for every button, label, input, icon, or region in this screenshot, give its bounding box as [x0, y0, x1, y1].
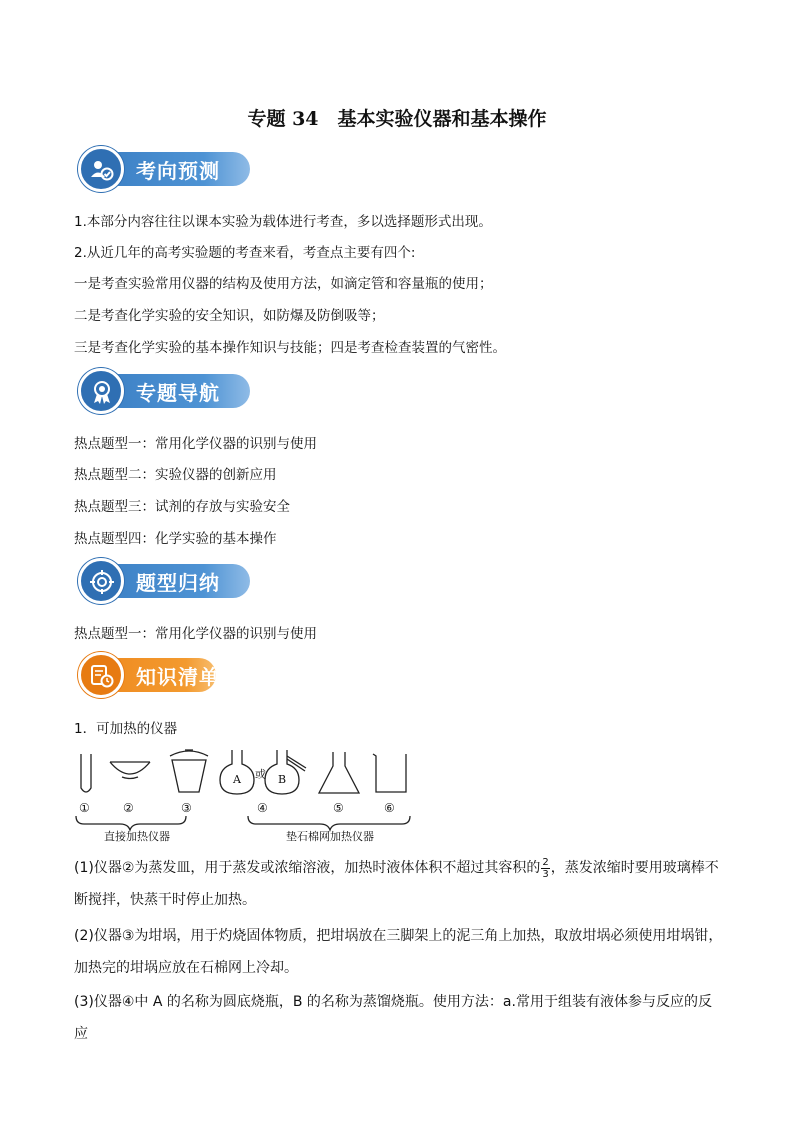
paragraph-1-text-b: ，蒸发浓缩时要用玻璃棒不断搅拌，快蒸干时停止加热。: [74, 860, 719, 908]
banner-kaoxiang: [78, 146, 252, 192]
fraction-denominator: 3: [542, 868, 549, 880]
apparatus-number-1: ①: [79, 801, 90, 815]
paragraph-3: (3)仪器④中 A 的名称为圆底烧瓶，B 的名称为蒸馏烧瓶。使用方法：a.常用于组装有液体参与反应的反应: [74, 994, 712, 1042]
intro-line-2: 2.从近几年的高考实验题的考查来看，考查点主要有四个:: [74, 245, 416, 261]
nav-item-1: 热点题型一：常用化学仪器的识别与使用: [74, 436, 317, 452]
banner-zhuanti: [78, 368, 252, 414]
heating-apparatus-figure: [70, 744, 430, 844]
apparatus-number-2: ②: [123, 801, 134, 815]
apparatus-number-3: ③: [181, 801, 192, 815]
checklist-clock-icon: [78, 652, 124, 698]
paragraph-2: (2)仪器③为坩埚，用于灼烧固体物质，把坩埚放在三脚架上的泥三角上加热，取放坩埚必须使用坩埚钳，加热完的坩埚应放在石棉网上冷却。: [74, 928, 723, 976]
apparatus-number-5: ⑤: [333, 801, 344, 815]
apparatus-number-4: ④: [257, 801, 268, 815]
paragraph-1-text-a: (1)仪器②为蒸发皿，用于蒸发或浓缩溶液，加热时液体体积不超过其容积的: [74, 860, 541, 876]
paragraph-1: [74, 852, 724, 916]
page-title: 专题 34 基本实验仪器和基本操作: [247, 108, 547, 130]
people-icon: [78, 146, 124, 192]
direct-heating-label: 直接加热仪器: [104, 830, 170, 843]
flask-a-label: A: [233, 773, 241, 786]
banner-label: 知识清单: [136, 665, 220, 689]
two-thirds-fraction: [541, 857, 549, 880]
fraction-numerator: 2: [542, 856, 549, 868]
nav-item-3: 热点题型三：试剂的存放与实验安全: [74, 499, 290, 515]
intro-line-3: 一是考查实验常用仪器的结构及使用方法，如滴定管和容量瓶的使用；: [74, 276, 493, 292]
intro-line-4: 二是考查化学实验的安全知识，如防爆及防倒吸等；: [74, 308, 385, 324]
section-heading: 1．可加热的仪器: [74, 721, 178, 737]
apparatus-number-6: ⑥: [384, 801, 395, 815]
banner-label: 专题导航: [136, 381, 220, 405]
banner-label: 考向预测: [136, 159, 220, 183]
guina-item: 热点题型一：常用化学仪器的识别与使用: [74, 626, 317, 642]
banner-tixing: [78, 558, 252, 604]
flask-b-label: B: [278, 773, 287, 786]
award-ribbon-icon: [78, 368, 124, 414]
target-icon: [78, 558, 124, 604]
intro-line-5: 三是考查化学实验的基本操作知识与技能；四是考查检查装置的气密性。: [74, 340, 506, 356]
banner-label: 题型归纳: [136, 571, 220, 595]
nav-item-2: 热点题型二：实验仪器的创新应用: [74, 467, 277, 483]
banner-zhishi: [78, 652, 252, 698]
or-label: 或: [255, 768, 266, 781]
intro-line-1: 1.本部分内容往往以课本实验为载体进行考查，多以选择题形式出现。: [74, 214, 492, 230]
mesh-heating-label: 垫石棉网加热仪器: [286, 830, 374, 843]
nav-item-4: 热点题型四：化学实验的基本操作: [74, 531, 277, 547]
